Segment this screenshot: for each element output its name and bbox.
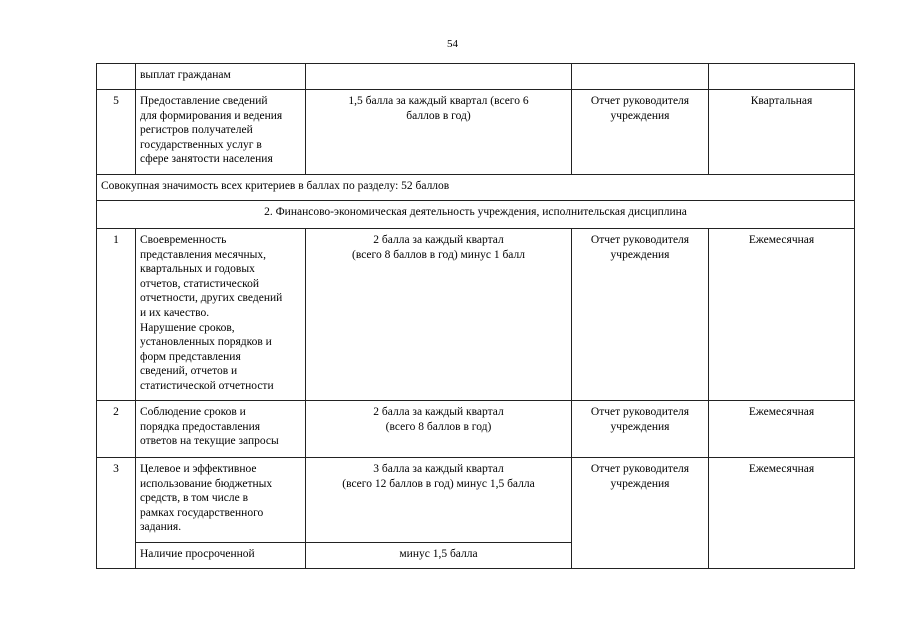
row-number: 5	[97, 90, 136, 175]
criterion-line: рамках государственного	[140, 506, 264, 519]
frequency-cell: Ежемесячная	[709, 401, 855, 458]
criterion-line: средств, в том числе в	[140, 492, 249, 505]
frequency-cell: Ежемесячная	[709, 458, 855, 569]
criterion-cell	[136, 90, 306, 175]
criterion-cell	[136, 229, 306, 401]
criterion-line: использование бюджетных	[140, 477, 273, 490]
points-line: (всего 12 баллов в год) минус 1,5 балла	[342, 477, 535, 490]
table-row-continuation	[97, 64, 855, 90]
report-cell	[572, 64, 709, 90]
report-line: Отчет руководителя	[590, 95, 690, 107]
table-row-5	[97, 90, 855, 175]
report-line: Отчет руководителя	[590, 234, 690, 246]
criterion-line: сфере занятости населения	[140, 153, 273, 166]
points-cell	[306, 229, 572, 401]
report-line: учреждения	[610, 109, 670, 122]
frequency-cell: Квартальная	[709, 90, 855, 175]
criterion-text: выплат гражданам	[140, 69, 231, 81]
section-title: 2. Финансово-экономическая деятельность учреждения, исполнительская дисциплина	[97, 201, 855, 229]
points-text: минус 1,5 балла	[399, 548, 478, 560]
row-number: 2	[97, 401, 136, 458]
criterion-line: порядка предоставления	[140, 420, 261, 433]
summary-row	[97, 175, 855, 201]
criterion-cell	[136, 458, 306, 543]
criterion-line: государственных услуг в	[140, 138, 262, 151]
table-row-3	[97, 458, 855, 543]
report-line: учреждения	[610, 248, 670, 261]
points-cell	[306, 90, 572, 175]
criterion-line: установленных порядков и	[140, 336, 272, 349]
criterion-line: Целевое и эффективное	[140, 463, 257, 475]
report-cell	[572, 90, 709, 175]
table-row-1	[97, 229, 855, 401]
row-number-cell	[97, 64, 136, 90]
points-line: 3 балла за каждый квартал	[373, 463, 504, 475]
criterion-line: и их качество.	[140, 306, 210, 319]
points-line: 2 балла за каждый квартал	[373, 406, 504, 418]
points-cell	[306, 543, 572, 569]
points-cell	[306, 401, 572, 458]
summary-text: Совокупная значимость всех критериев в баллах по разделу: 52 баллов	[97, 175, 855, 201]
report-cell	[572, 458, 709, 569]
criterion-line: ответов на текущие запросы	[140, 435, 279, 448]
report-line: Отчет руководителя	[590, 463, 690, 475]
criterion-line: сведений, отчетов и	[140, 365, 238, 378]
report-line: Отчет руководителя	[590, 406, 690, 418]
criterion-line: Предоставление сведений	[140, 95, 268, 107]
criteria-table	[96, 63, 855, 569]
criterion-line: отчетов, статистической	[140, 277, 260, 290]
points-cell	[306, 458, 572, 543]
report-cell	[572, 401, 709, 458]
criterion-line: Своевременность	[140, 234, 227, 246]
points-line: (всего 8 баллов в год)	[385, 420, 492, 433]
report-cell	[572, 229, 709, 401]
criterion-cell	[136, 401, 306, 458]
points-cell	[306, 64, 572, 90]
points-line: 1,5 балла за каждый квартал (всего 6	[348, 95, 529, 107]
criterion-line: Соблюдение сроков и	[140, 406, 246, 418]
criterion-line: квартальных и годовых	[140, 263, 255, 276]
criterion-line: Нарушение сроков,	[140, 321, 235, 334]
row-number: 3	[97, 458, 136, 569]
criterion-cell	[136, 543, 306, 569]
page-number: 54	[447, 38, 458, 50]
points-line: баллов в год)	[406, 109, 471, 122]
criterion-line: для формирования и ведения	[140, 109, 283, 122]
criterion-line: отчетности, других сведений	[140, 292, 283, 305]
criterion-line: регистров получателей	[140, 124, 253, 137]
criterion-line: представления месячных,	[140, 248, 267, 261]
criterion-line: статистической отчетности	[140, 379, 274, 392]
frequency-cell	[709, 64, 855, 90]
points-line: (всего 8 баллов в год) минус 1 балл	[352, 248, 525, 261]
criterion-text: Наличие просроченной	[140, 548, 255, 560]
points-line: 2 балла за каждый квартал	[373, 234, 504, 246]
criterion-cell	[136, 64, 306, 90]
report-line: учреждения	[610, 420, 670, 433]
report-line: учреждения	[610, 477, 670, 490]
section-heading-row	[97, 201, 855, 229]
criterion-line: форм представления	[140, 350, 241, 363]
frequency-cell: Ежемесячная	[709, 229, 855, 401]
criterion-line: задания.	[140, 521, 182, 534]
row-number: 1	[97, 229, 136, 401]
table-row-2	[97, 401, 855, 458]
